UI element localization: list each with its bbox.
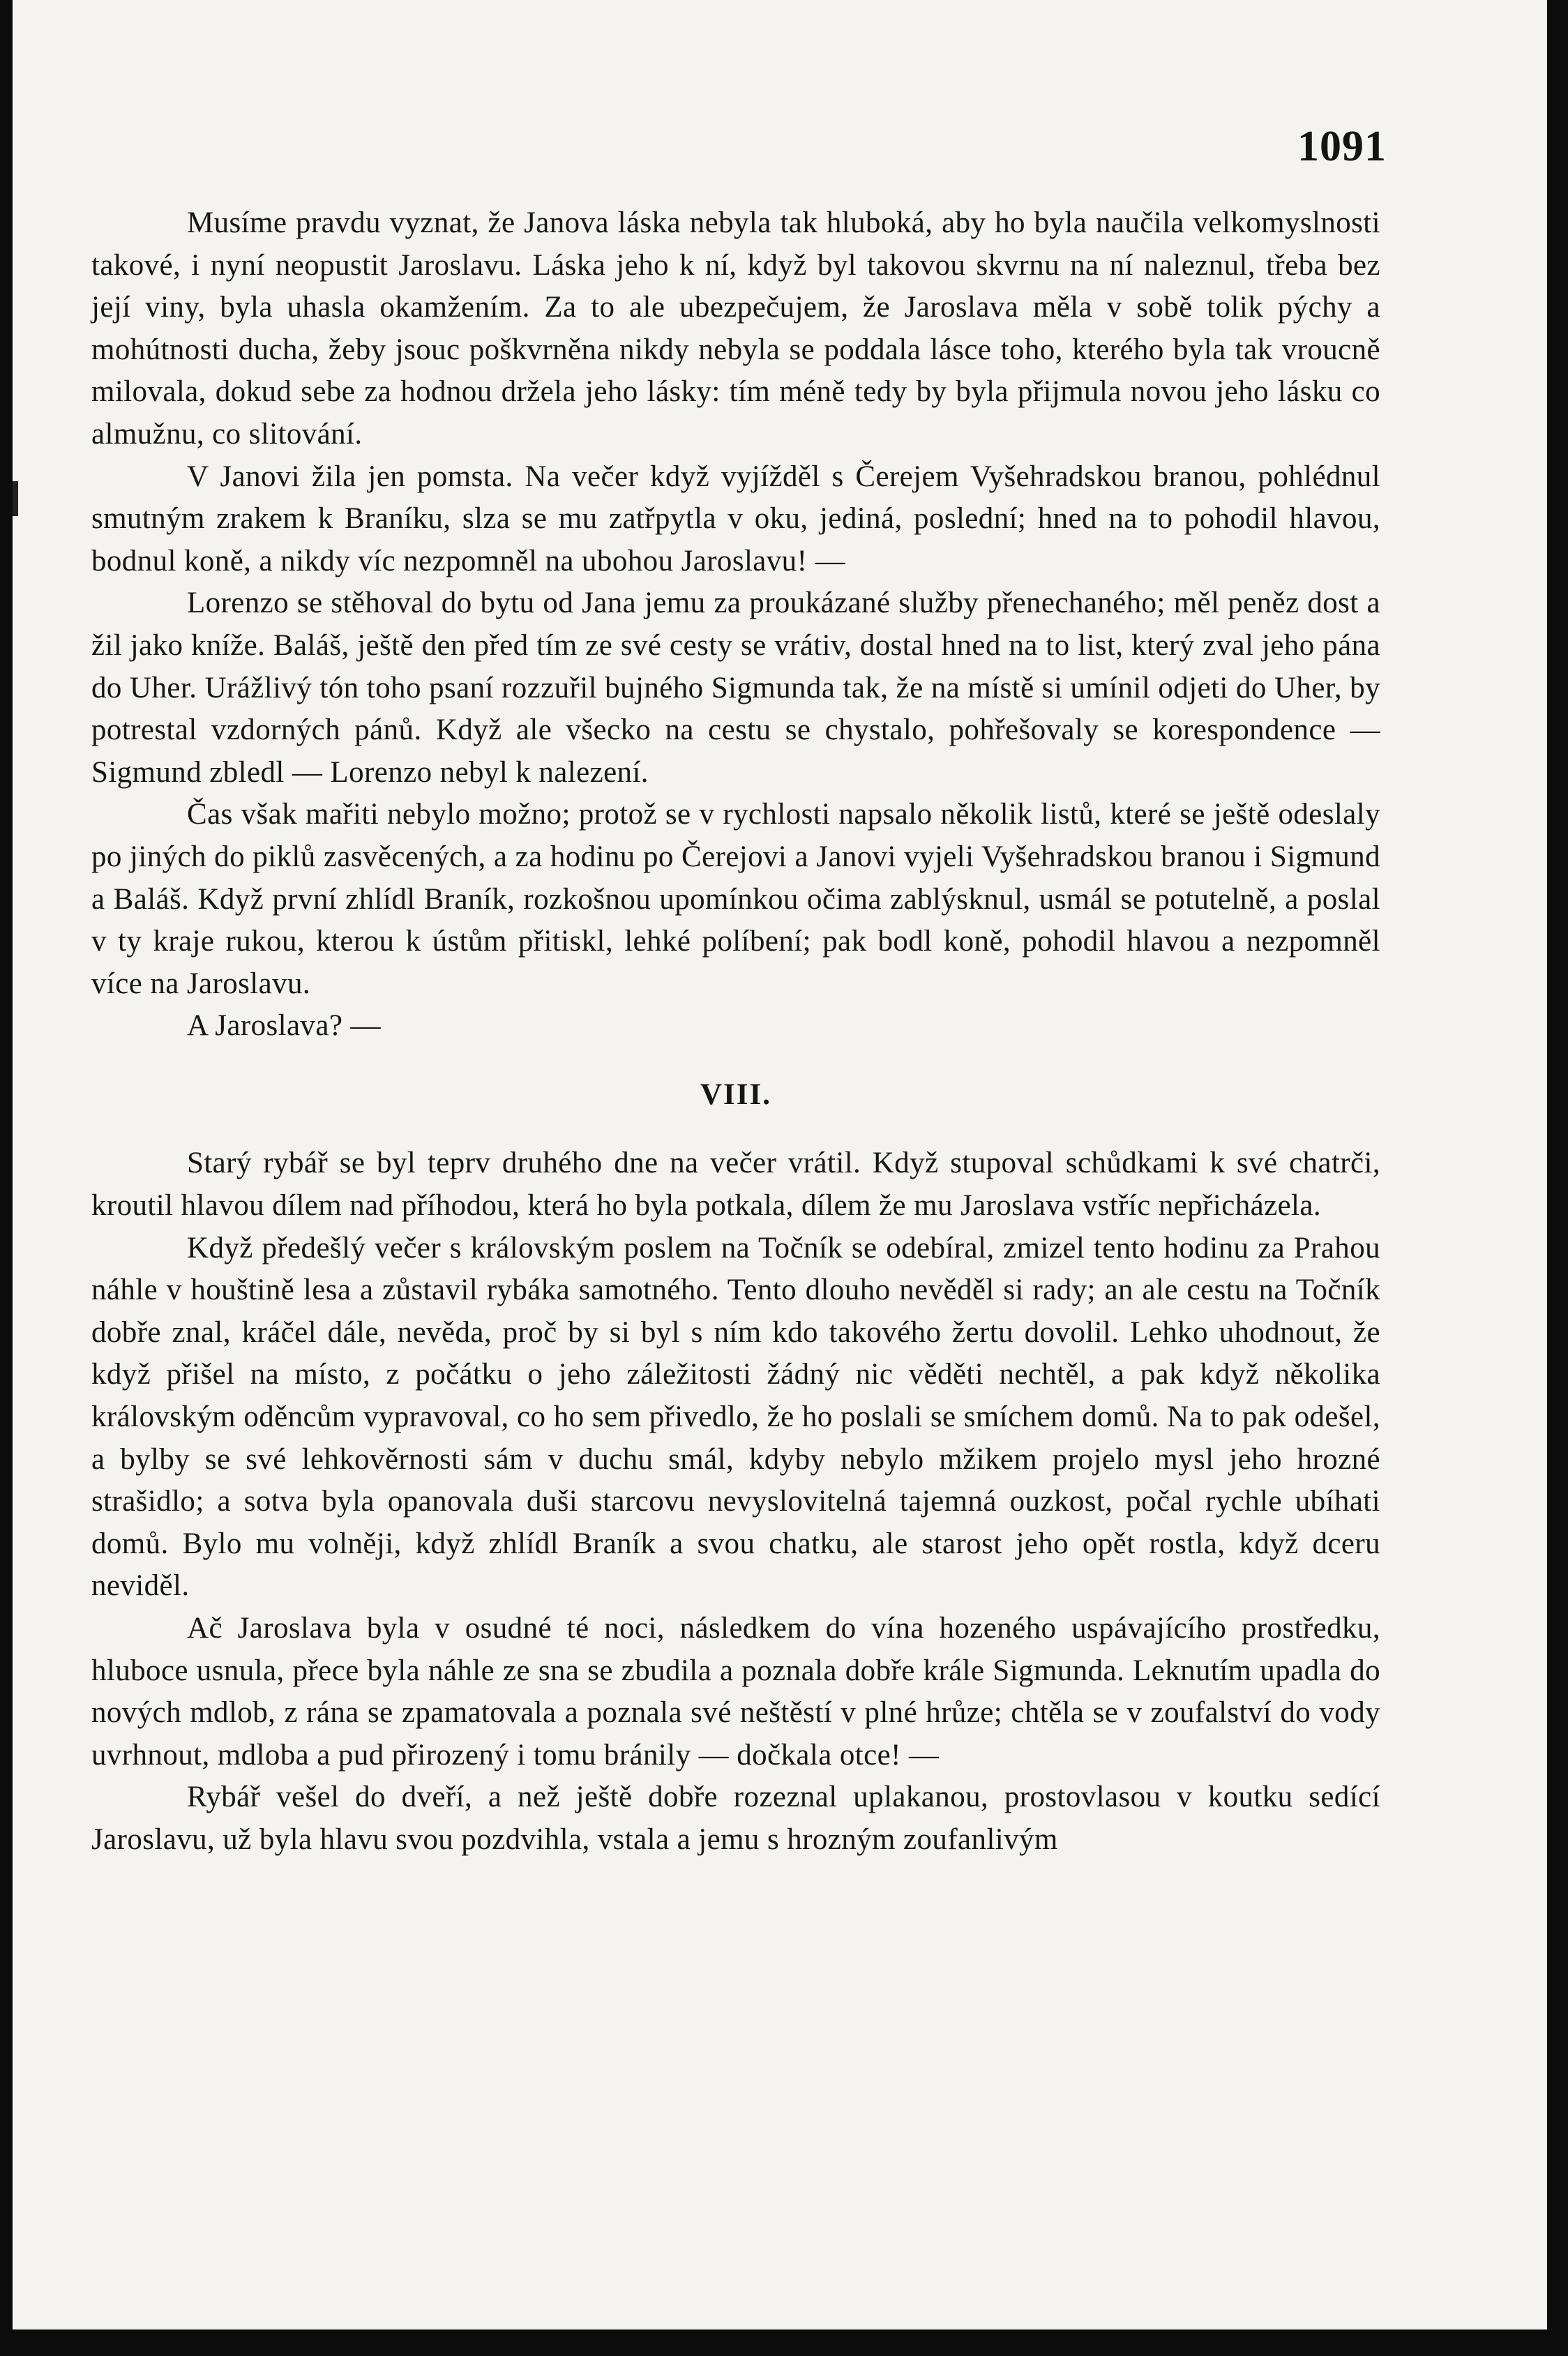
paragraph: Lorenzo se stěhoval do bytu od Jana jemu za proukázané služby přenechaného; měl peněz dost a žil jako kníže. Baláš, ještě den před tím ze své cesty se vrátiv, dostal hned na to list, který zval jeho pána do Uher. Urážlivý tón toho psaní rozzuřil bujného Sigmunda tak, že na místě si umínil odjeti do Uher, by potrestal vzdorných pánů. Když ale všecko na cestu se chystalo, pohřešovaly se korespondence — Sigmund zbledl — Lorenzo nebyl k nalezení. [91, 587, 1380, 789]
chapter-heading: VIII. [700, 1078, 771, 1111]
page-body [91, 202, 1380, 1862]
scanned-page [13, 0, 1547, 2329]
paragraph: Když předešlý večer s královským poslem na Točník se odebíral, zmizel tento hodinu za Prahou náhle v houštině lesa a zůstavil rybáka samotného. Tento dlouho nevěděl si rady; an ale cestu na Točník dobře znal, kráčel dále, nevěda, proč by si byl s ním kdo takového žertu dovolil. Lehko uhodnout, že když přišel na místo, z počátku o jeho záležitosti žádný nic věděti nechtěl, a pak když několika královským oděncům vypravoval, co ho sem přivedlo, že ho poslali se smíchem domů. Na to pak odešel, a bylby se své lehkověrnosti sám v duchu smál, kdyby nebylo mžikem projelo mysl jeho hrozné strašidlo; a sotva byla opanovala duši starcovu nevyslovitelná tajemná ouzkost, počal rychle ubíhati domů. Bylo mu volněji, když zhlídl Braník a svou chatku, ale starost jeho opět rostla, když dceru neviděl. [91, 1231, 1380, 1603]
paragraph: Ač Jaroslava byla v osudné té noci, následkem do vína hozeného uspávajícího prostředku, hluboce usnula, přece byla náhle ze sna se zbudila a poznala dobře krále Sigmunda. Leknutím upadla do nových mdlob, z rána se zpamatovala a poznala své neštěstí v plné hrůze; chtěla se v zoufalství do vody uvrhnout, mdloba a pud přirozený i tomu bránily — dočkala otce! — [91, 1612, 1380, 1772]
paragraph: V Janovi žila jen pomsta. Na večer když vyjížděl s Čerejem Vyšehradskou branou, pohlédnul smutným zrakem k Braníku, slza se mu zatřpytla v oku, jediná, poslední; hned na to pohodil hlavou, bodnul koně, a nikdy víc nezpomněl na ubohou Jaroslavu! — [91, 460, 1380, 577]
paragraph: Starý rybář se byl teprv druhého dne na večer vrátil. Když stupoval schůdkami k své chatrči, kroutil hlavou dílem nad příhodou, která ho byla potkala, dílem že mu Jaroslava vstříc nepřicházela. [91, 1147, 1380, 1223]
paragraph: A Jaroslava? — [187, 1009, 381, 1043]
paragraph: Musíme pravdu vyznat, že Janova láska nebyla tak hluboká, aby ho byla naučila velkomyslnosti takové, i nyní neopustit Jaroslavu. Láska jeho k ní, když byl takovou skvrnu na ní naleznul, třeba bez její viny, byla uhasla okamžením. Za to ale ubezpečujem, že Jaroslava měla v sobě tolik pýchy a mohútnosti ducha, žeby jsouc poškvrněna nikdy nebyla se poddala lásce toho, kterého byla tak vroucně milovala, dokud sebe za hodnou držela jeho lásky: tím méně tedy by byla přijmula novou jeho lásku co almužnu, co slitování. [91, 206, 1380, 451]
paragraph: Rybář vešel do dveří, a než ještě dobře rozeznal uplakanou, prostovlasou v koutku sedící Jaroslavu, už byla hlavu svou pozdvihla, vstala a jemu s hrozným zoufanlivým [91, 1781, 1380, 1856]
page-number: 1091 [1297, 123, 1387, 170]
paragraph: Čas však mařiti nebylo možno; protož se v rychlosti napsalo několik listů, které se ještě odeslaly po jiných do piklů zasvěcených, a za hodinu po Čerejovi a Janovi vyjeli Vyšehradskou branou i Sigmund a Baláš. Když první zhlídl Braník, rozkošnou upomínkou očima zablýsknul, usmál se potutelně, a poslal v ty kraje rukou, kterou k ústům přitiskl, lehké políbení; pak bodl koně, pohodil hlavou a nezpomněl více na Jaroslavu. [91, 798, 1380, 1000]
scan-edge-mark [13, 481, 18, 516]
